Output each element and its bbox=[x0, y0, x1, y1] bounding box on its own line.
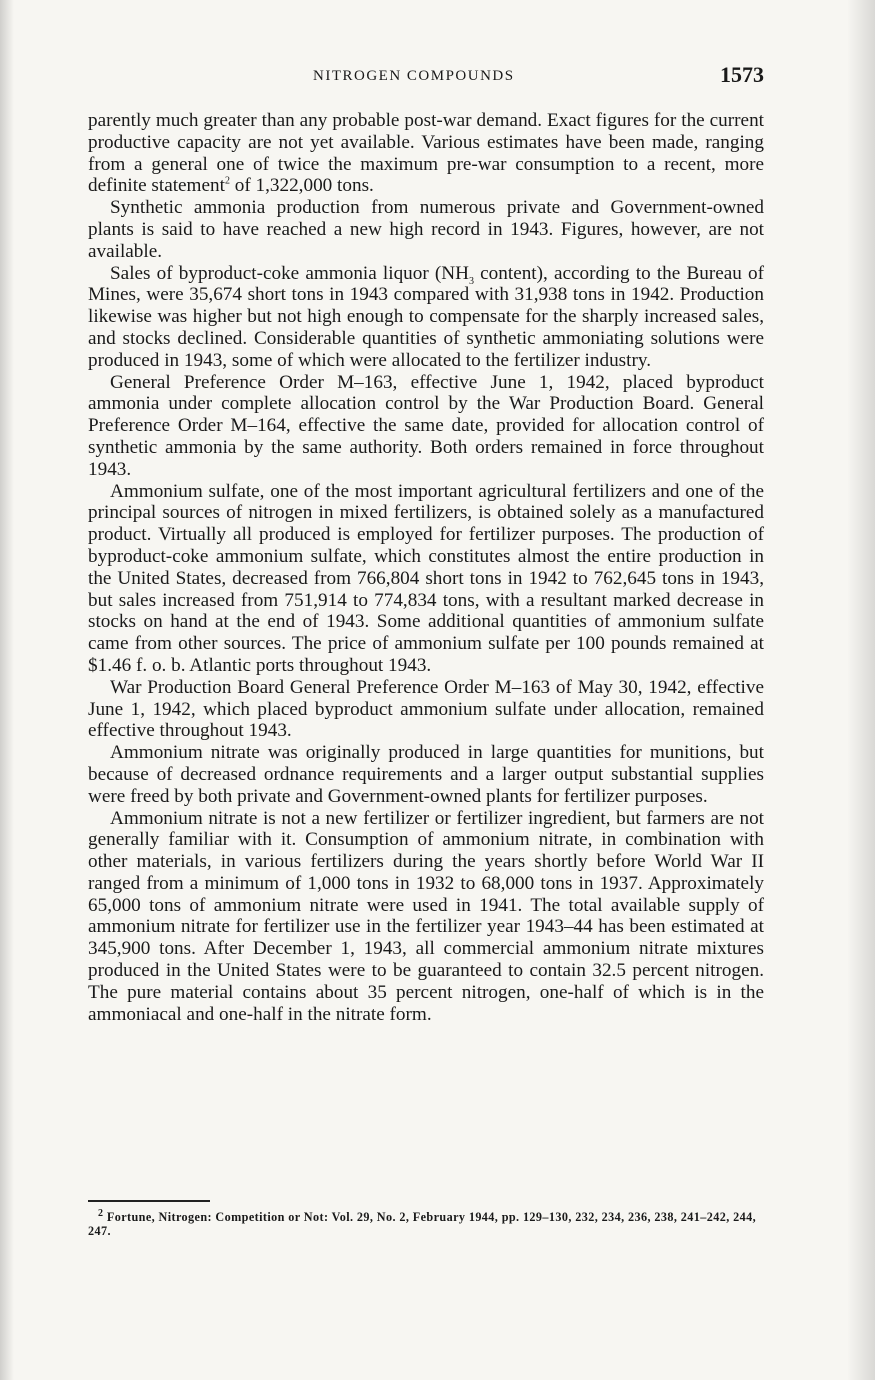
paragraph-2: Synthetic ammonia production from numerous private and Government-owned plants is said to have reached a new high record in 1943. Figures, however, are not available. bbox=[88, 197, 764, 262]
paragraph-1-text: parently much greater than any probable post-war demand. Exact figures for the current productive capacity are not yet available. Various estimates have been made, ranging from a general one of twice the maximum pre-war consumption to a recent, more definite statement bbox=[88, 110, 764, 197]
page-number: 1573 bbox=[720, 62, 764, 87]
footnote-body bbox=[88, 1207, 764, 1238]
footnote-rule bbox=[88, 1200, 210, 1202]
paragraph-3 bbox=[88, 263, 764, 372]
scan-shadow-left bbox=[0, 0, 14, 1380]
paragraph-8: Ammonium nitrate is not a new fertilizer or fertilizer ingredient, but farmers are not generally familiar with it. Consumption of ammonium nitrate, in combination with other materials, in various fertilizers during the years shortly before World War II ranged from a minimum of 1,000 tons in 1932 to 68,000 tons in 1937. Approximately 65,000 tons of ammonium nitrate were used in 1941. The total available supply of ammonium nitrate for fertilizer use in the fertilizer year 1943–44 has been estimated at 345,900 tons. After December 1, 1943, all commercial ammonium nitrate mixtures produced in the United States were to be guaranteed to contain 32.5 percent nitrogen. The pure material contains about 35 percent nitrogen, one-half of which is in the ammoniacal and one-half in the nitrate form. bbox=[88, 807, 764, 1025]
footnote bbox=[88, 1207, 764, 1238]
paragraph-4: General Preference Order M–163, effective June 1, 1942, placed byproduct ammonia under complete allocation control by the War Production Board. General Preference Order M–164, effective the same date, provided for allocation control of synthetic ammonia by the same authority. Both orders remained in force throughout 1943. bbox=[88, 371, 764, 480]
paragraph-7: Ammonium nitrate was originally produced in large quantities for munitions, but because of decreased ordnance requirements and a larger output substantial supplies were freed by both private and Government-owned plants for fertilizer purposes. bbox=[88, 742, 764, 807]
footnote-text: Fortune, Nitrogen: Competition or Not: Vol. 29, No. 2, February 1944, pp. 129–130, 232, 234, 236, 238, 241–242, 244, 247. bbox=[88, 1210, 757, 1238]
scan-shadow-right bbox=[847, 0, 875, 1380]
paragraph-1 bbox=[88, 110, 764, 197]
paragraph-1-end: of 1,322,000 tons. bbox=[229, 175, 374, 197]
paragraph-5: Ammonium sulfate, one of the most important agricultural fertilizers and one of the principal sources of nitrogen in mixed fertilizers, is obtained solely as a manufactured product. Virtually all produced is employed for fertilizer purposes. The production of byproduct-coke ammonium sulfate, which constitutes almost the entire production in the United States, decreased from 766,804 short tons in 1942 to 762,645 tons in 1943, but sales increased from 751,914 to 774,834 tons, with a resultant marked decrease in stocks on hand at the end of 1943. Some additional quantities of ammonium sulfate came from other sources. The price of ammonium sulfate per 100 pounds remained at $1.46 f. o. b. Atlantic ports throughout 1943. bbox=[88, 480, 764, 676]
footnote-marker: 2 bbox=[98, 1207, 104, 1219]
paragraph-3-text-b: content), according to the Bureau of Mines, were 35,674 short tons in 1943 compared with 31,938 tons in 1942. Production likewise was higher but not high enough to compensate for the sharply increased sales, and stocks declined. Considerable quantities of synthetic ammoniating solutions were produced in 1943, some of which were allocated to the fertilizer industry. bbox=[88, 262, 764, 371]
body-text bbox=[88, 110, 764, 1025]
page-header bbox=[88, 62, 766, 92]
paragraph-3-text-a: Sales of byproduct-coke ammonia liquor (NH bbox=[110, 262, 469, 284]
footnote-ref: 2 bbox=[224, 176, 230, 187]
subscript-3: 3 bbox=[469, 275, 474, 287]
paragraph-6: War Production Board General Preference Order M–163 of May 30, 1942, effective June 1, 1942, which placed byproduct ammonium sulfate under allocation, remained effective throughout 1943. bbox=[88, 676, 764, 742]
running-head: NITROGEN COMPOUNDS bbox=[313, 68, 515, 84]
